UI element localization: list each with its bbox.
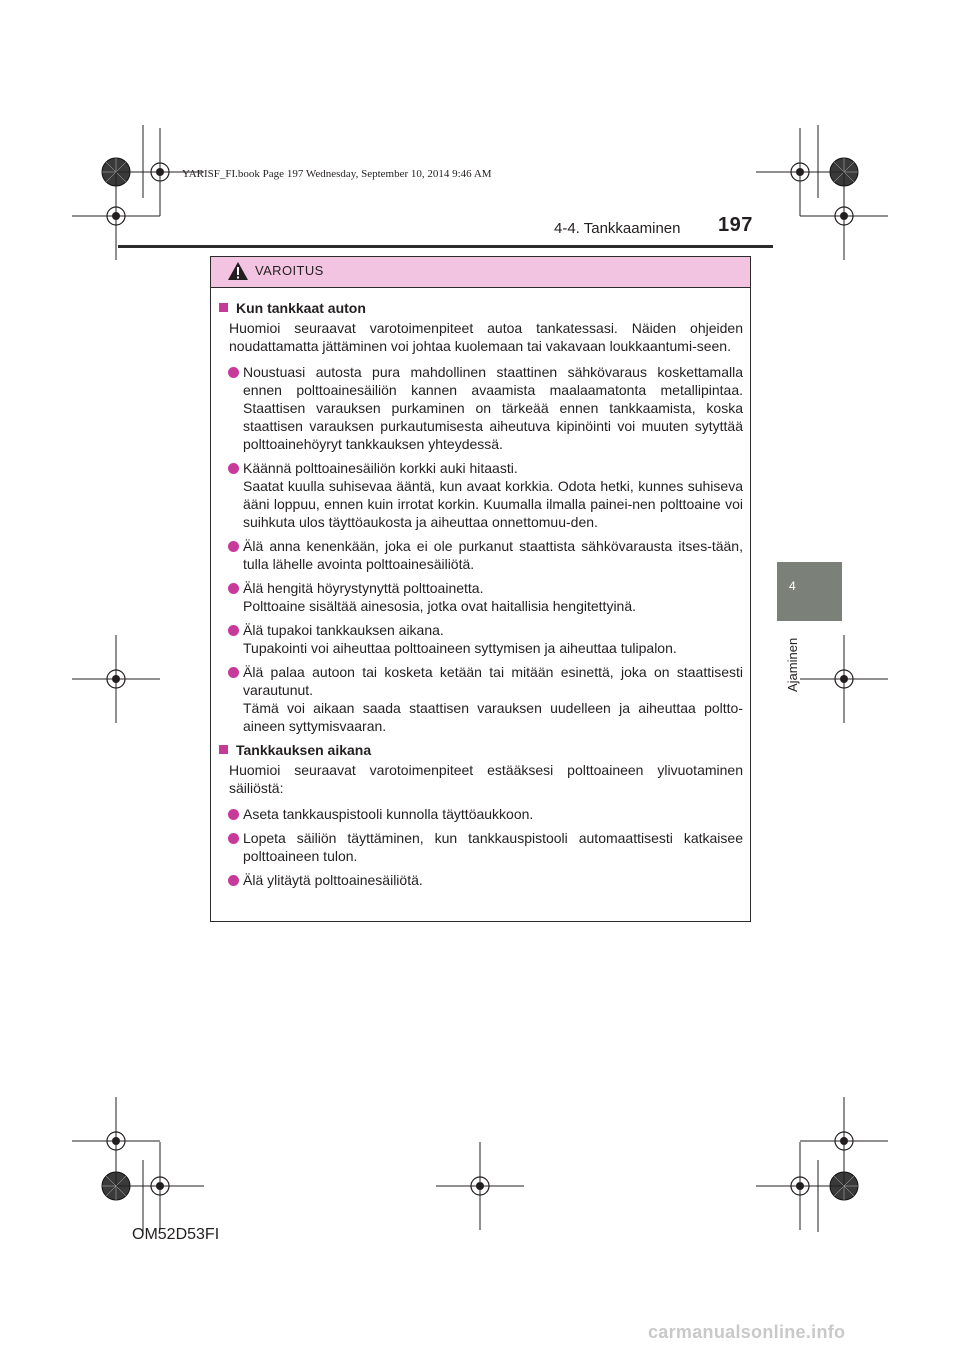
warning-bullet-item [219, 829, 743, 865]
round-bullet-icon [228, 667, 239, 678]
warning-bullet-text: Tämä voi aikaan saada staattisen varauksen uudelleen ja aiheuttaa poltto-aineen syttymisvaaran. [243, 700, 743, 734]
warning-bullet-text: Käännä polttoainesäiliön korkki auki hitaasti. [243, 460, 518, 476]
warning-bullet-text: Älä tupakoi tankkauksen aikana. [243, 622, 444, 638]
round-bullet-icon [228, 367, 239, 378]
section-title: 4-4. Tankkaaminen [554, 220, 681, 237]
header-divider [118, 245, 773, 248]
warning-bullet-item [219, 621, 743, 657]
warning-bullet-text: Älä ylitäytä polttoainesäiliötä. [243, 872, 423, 888]
round-bullet-icon [228, 541, 239, 552]
warning-section-intro: Huomioi seuraavat varotoimenpiteet estääksesi polttoaineen ylivuotaminen säiliöstä: [229, 762, 743, 796]
round-bullet-icon [228, 875, 239, 886]
warning-bullet-text: Aseta tankkauspistooli kunnolla täyttöaukkoon. [243, 806, 534, 822]
round-bullet-icon [228, 625, 239, 636]
round-bullet-icon [228, 809, 239, 820]
watermark: carmanualsonline.info [648, 1322, 846, 1342]
warning-bullet-text: Polttoaine sisältää ainesosia, jotka ovat haitallisia hengitettyinä. [243, 598, 637, 614]
warning-bullet-text: Noustuasi autosta pura mahdollinen staattinen sähkövaraus koskettamalla ennen polttoainesäiliön kannen avaamista maalaamatonta metallipintaa. Staattisen varauksen purkaminen on tärkeää ennen tankkaamista, koska staattisen varauksen purkautumisesta aiheutuva kipinöinti voi muuten sytyttää polttoainehöyryt tankkauksen yhteydessä. [243, 364, 743, 452]
round-bullet-icon [228, 463, 239, 474]
warning-bullet-text: Lopeta säiliön täyttäminen, kun tankkauspistooli automaattisesti katkaisee polttoaineen tulon. [243, 830, 743, 864]
warning-bullet-text: Älä palaa autoon tai kosketa ketään tai mitään esinettä, joka on staattisesti varautunut. [243, 664, 743, 698]
square-bullet-icon [219, 745, 228, 754]
warning-header [211, 257, 750, 288]
chapter-tab-label: Ajaminen [785, 637, 800, 692]
page-number: 197 [718, 214, 753, 236]
warning-bullet-text: Tupakointi voi aiheuttaa polttoaineen syttymisen ja aiheuttaa tulipalon. [243, 640, 677, 656]
warning-bullet-item [219, 579, 743, 615]
warning-section-intro: Huomioi seuraavat varotoimenpiteet autoa tankatessasi. Näiden ohjeiden noudattamatta jättäminen voi johtaa kuolemaan tai vakavaan loukkaantumi-seen. [229, 320, 743, 354]
warning-bullet-item [219, 363, 743, 453]
warning-bullet-text: Saatat kuulla suhisevaa ääntä, kun avaat korkkia. Odota hetki, kunnes suhiseva ääni loppuu, ennen kuin irrotat korkin. Kuumalla ilmalla painei-nen polttoaine voi suihkuta ulos täyttöaukosta ja aiheuttaa onnettomuu-den. [243, 478, 743, 530]
warning-bullet-text: Älä hengitä höyrystynyttä polttoainetta. [243, 580, 484, 596]
warning-content [219, 299, 743, 895]
warning-box [210, 256, 751, 922]
document-code: OM52D53FI [132, 1226, 220, 1243]
warning-bullet-item [219, 663, 743, 735]
book-info-line: YARISF_FI.book Page 197 Wednesday, September 10, 2014 9:46 AM [182, 168, 492, 180]
warning-bullet-item [219, 871, 743, 889]
warning-section-heading [219, 741, 743, 759]
warning-section-heading [219, 299, 743, 317]
chapter-tab[interactable] [777, 562, 842, 621]
warning-triangle-icon [227, 261, 249, 281]
chapter-tab-label-box [785, 632, 799, 692]
warning-title: VAROITUS [255, 263, 324, 278]
warning-section-heading-text: Kun tankkaat auton [236, 300, 366, 316]
warning-bullet-item [219, 459, 743, 531]
chapter-tab-number: 4 [789, 579, 796, 593]
square-bullet-icon [219, 303, 228, 312]
round-bullet-icon [228, 833, 239, 844]
round-bullet-icon [228, 583, 239, 594]
warning-bullet-text: Älä anna kenenkään, joka ei ole purkanut staattista sähkövarausta itses-tään, tulla lähelle avointa polttoainesäiliötä. [243, 538, 743, 572]
warning-bullet-item [219, 805, 743, 823]
warning-bullet-item [219, 537, 743, 573]
warning-section-heading-text: Tankkauksen aikana [236, 742, 372, 758]
